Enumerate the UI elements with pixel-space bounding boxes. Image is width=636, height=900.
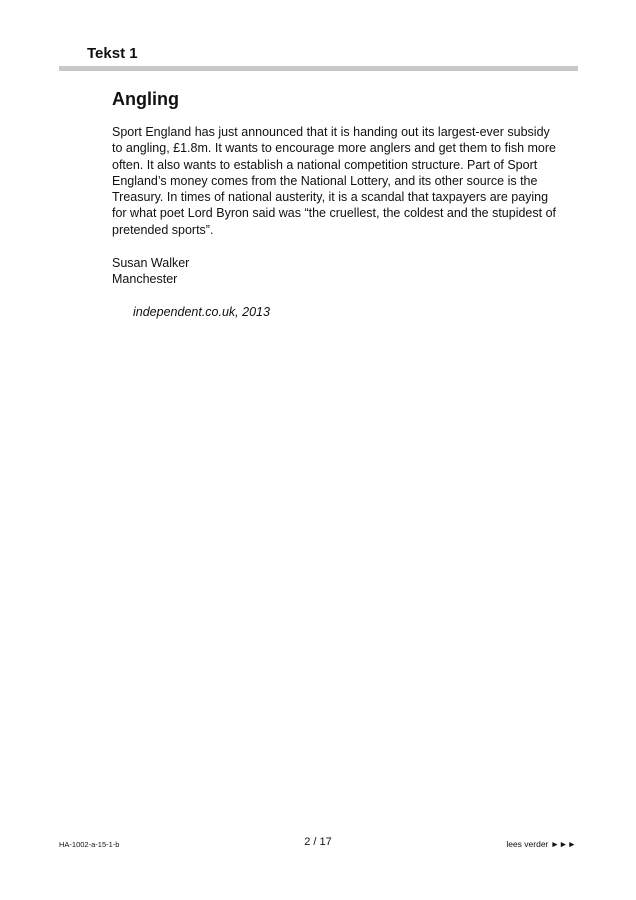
page-number: 2 / 17 xyxy=(304,836,332,848)
page-footer xyxy=(0,836,636,852)
article-body: Sport England has just announced that it is handing out its largest-ever subsidy to angling, £1.8m. It wants to encourage more anglers and get them to fish more often. It also wants to establish a national competition structure. Part of Sport England’s money comes from the National Lottery, and its other source is the Treasury. In times of national austerity, it is a scandal that taxpayers are paying for what poet Lord Byron said was “the cruellest, the coldest and the stupidest of pretended sports”. xyxy=(112,125,557,237)
article xyxy=(112,88,562,320)
section-label: Tekst 1 xyxy=(87,45,138,62)
header-divider xyxy=(59,66,578,71)
author-block xyxy=(112,255,562,288)
exam-code: HA-1002-a-15-1-b xyxy=(59,840,120,849)
continue-label: lees verder ►►► xyxy=(506,839,576,849)
author-location: Manchester xyxy=(112,272,178,287)
article-source: independent.co.uk, 2013 xyxy=(133,304,270,319)
author-name: Susan Walker xyxy=(112,256,190,271)
article-title: Angling xyxy=(112,89,179,109)
